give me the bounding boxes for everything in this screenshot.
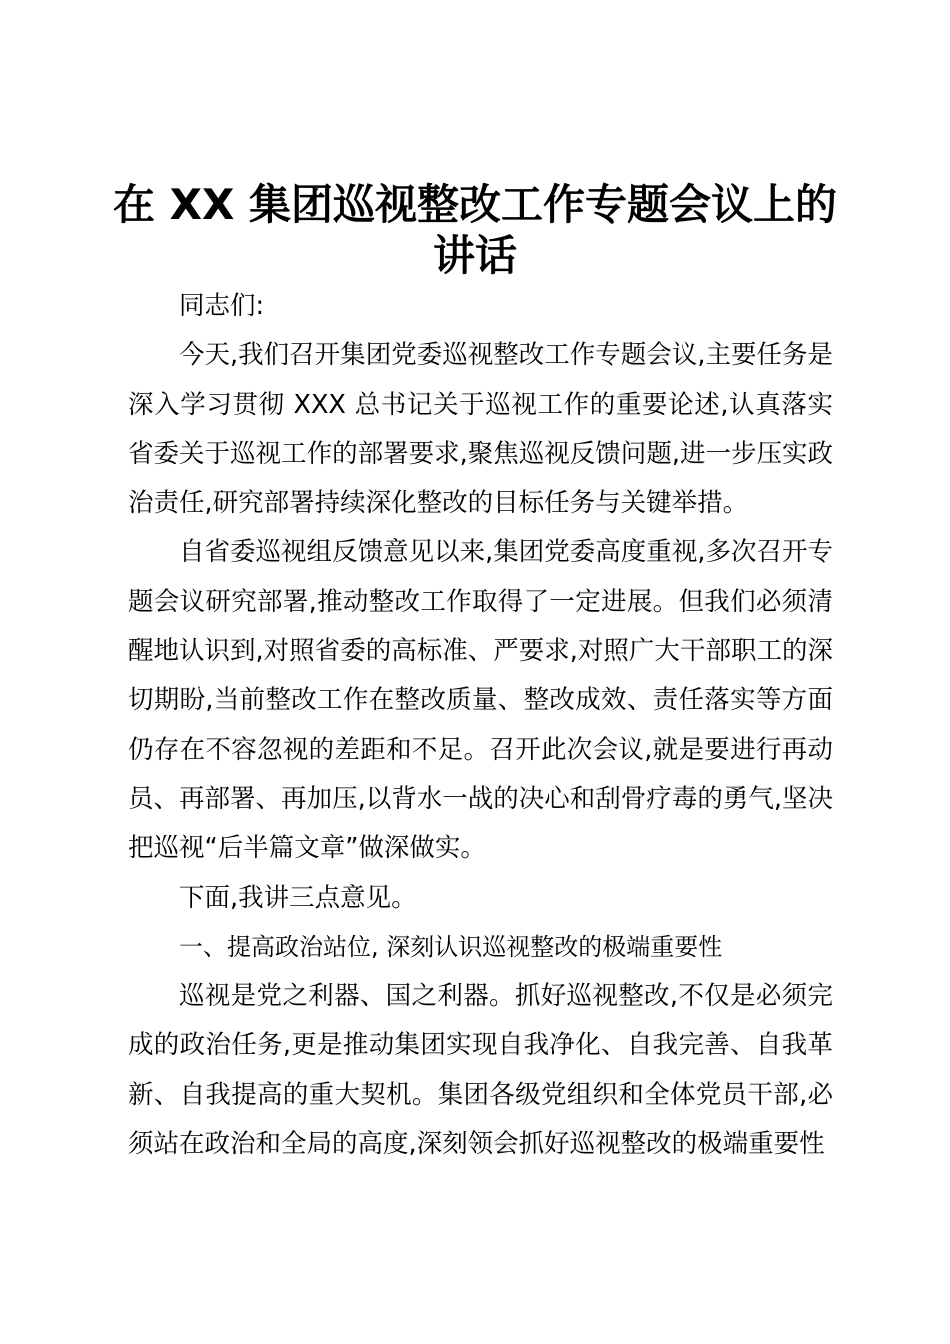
paragraph-4: 巡视是党之利器、国之利器。抓好巡视整改,不仅是必须完成的政治任务,更是推动集团实现自我净化、自我完善、自我革新、自我提高的重大契机。集团各级党组织和全体党员干部,必须站在政治和全局的高度,深刻领会抓好巡视整改的极端重要性 [128, 981, 833, 1160]
document-title-line-1: 在 XX 集团巡视整改工作专题会议上的 [112, 180, 837, 229]
paragraph-1: 今天,我们召开集团党委巡视整改工作专题会议,主要任务是深入学习贯彻 XXX 总书记关于巡视工作的重要论述,认真落实省委关于巡视工作的部署要求,聚焦巡视反馈问题,进一步压实政治责任,研究部署持续深化整改的目标任务与关键举措。 [128, 340, 833, 519]
document-title-line-2: 讲话 [432, 231, 517, 280]
paragraph-2: 自省委巡视组反馈意见以来,集团党委高度重视,多次召开专题会议研究部署,推动整改工作取得了一定进展。但我们必须清醒地认识到,对照省委的高标准、严要求,对照广大干部职工的深切期盼,当前整改工作在整改质量、整改成效、责任落实等方面仍存在不容忽视的差距和不足。召开此次会议,就是要进行再动员、再部署、再加压,以背水一战的决心和刮骨疗毒的勇气,坚决把巡视“后半篇文章”做深做实。 [128, 537, 833, 864]
paragraph-3: 下面,我讲三点意见。 [179, 882, 417, 913]
salutation: 同志们: [179, 291, 265, 321]
section-heading-1: 一、提高政治站位, 深刻认识巡视整改的极端重要性 [179, 932, 723, 961]
document-body [128, 282, 833, 1169]
